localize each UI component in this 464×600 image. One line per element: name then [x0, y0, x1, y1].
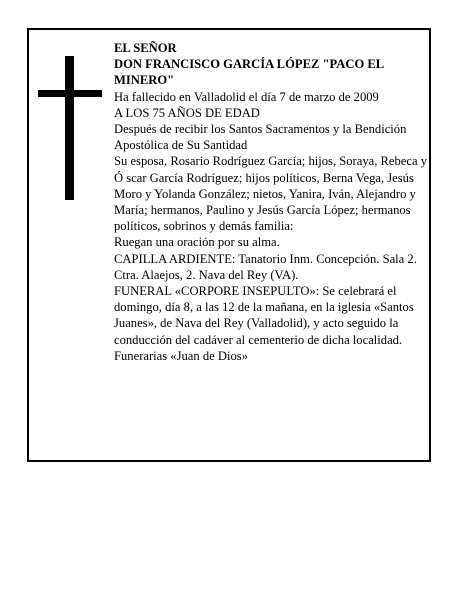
cross-horizontal-bar: [38, 90, 102, 97]
obituary-text: [114, 40, 428, 364]
chapel-info: CAPILLA ARDIENTE: Tanatorio Inm. Concepción. Sala 2. Ctra. Alaejos, 2. Nava del Rey (VA).: [114, 251, 417, 282]
obituary-notice: [27, 28, 431, 462]
sacraments-statement: Después de recibir los Santos Sacramentos y la Bendición Apostólica de Su Santidad: [114, 122, 407, 153]
family-list: Su esposa, Rosario Rodríguez García; hijos, Soraya, Rebeca y Ó scar García Rodríguez; hijos políticos, Berna Vega, Jesús Moro y Yolanda González; nietos, Yanira, Iván, Alejandro y María; hermanos, Paulino y Jesús García López; hermanos políticos, sobrinos y demás familia:: [114, 154, 428, 234]
latin-cross-icon: [38, 56, 102, 200]
prayer-request: Ruegan una oración por su alma.: [114, 235, 280, 250]
funeral-home: Funerarias «Juan de Dios»: [114, 348, 248, 363]
death-statement: Ha fallecido en Valladolid el día 7 de marzo de 2009: [114, 89, 379, 104]
deceased-name: DON FRANCISCO GARCÍA LÓPEZ "PACO EL MINERO": [114, 57, 384, 88]
age-statement: A LOS 75 AÑOS DE EDAD: [114, 105, 260, 120]
cross-vertical-bar: [65, 56, 74, 200]
funeral-info: FUNERAL «CORPORE INSEPULTO»: Se celebrará el domingo, día 8, a las 12 de la mañana, en la iglesia «Santos Juanes», de Nava del Rey (Valladolid), y acto seguido la conducción del cadáver al cementerio de dicha localidad.: [114, 284, 414, 347]
deceased-title: EL SEÑOR: [114, 41, 177, 55]
